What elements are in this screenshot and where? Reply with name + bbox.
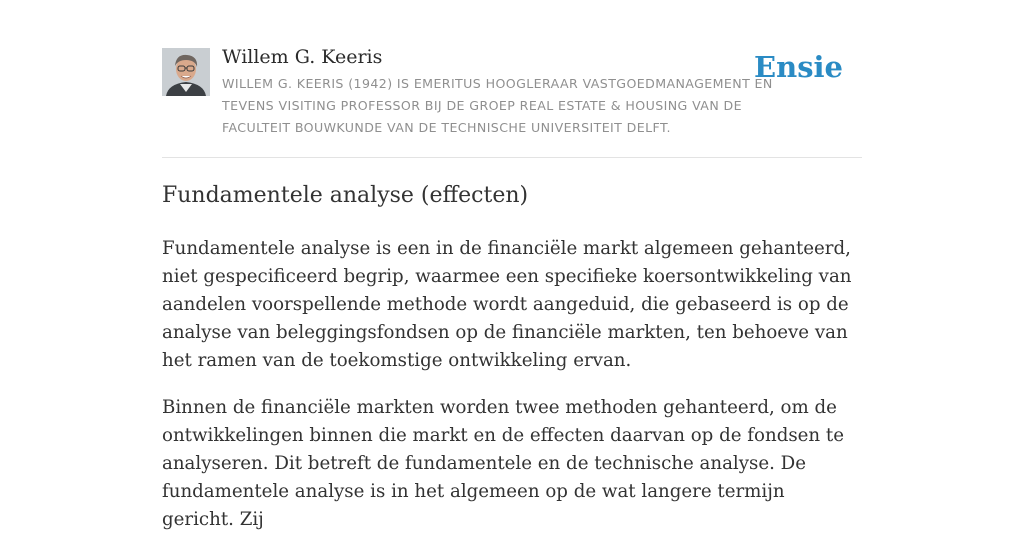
article-title: Fundamentele analyse (effecten) [162, 183, 529, 208]
header-divider [162, 157, 862, 158]
author-avatar [162, 48, 210, 96]
author-bio: WILLEM G. KEERIS (1942) IS EMERITUS HOOGLERAAR VASTGOEDMANAGEMENT EN TEVENS VISITING PROFESSOR BIJ DE GROEP REAL ESTATE & HOUSING VAN DE FACULTEIT BOUWKUNDE VAN DE TECHNISCHE UNIVERSITEIT DELFT. [222, 76, 773, 135]
author-name[interactable]: Willem G. Keeris [222, 46, 383, 68]
ensie-logo[interactable]: Ensie [754, 50, 843, 84]
author-header [162, 44, 862, 157]
article-paragraph-1: Fundamentele analyse is een in de financiële markt algemeen gehanteerd, niet gespecificeerd begrip, waarmee een specifieke koersontwikkeling van aandelen voorspellende methode wordt aangeduid, die gebaseerd is op de analyse van beleggingsfondsen op de financiële markten, ten behoeve van het ramen van de toekomstige ontwikkeling ervan. [162, 238, 852, 371]
article-paragraph-2: Binnen de financiële markten worden twee methoden gehanteerd, om de ontwikkelingen binnen die markt en de effecten daarvan op de fondsen te analyseren. Dit betreft de fundamentele en de technische analyse. De fundamentele analyse is in het algemeen op de wat langere termijn gericht. Zij [162, 397, 844, 530]
author-portrait [162, 48, 210, 96]
article [162, 180, 862, 534]
